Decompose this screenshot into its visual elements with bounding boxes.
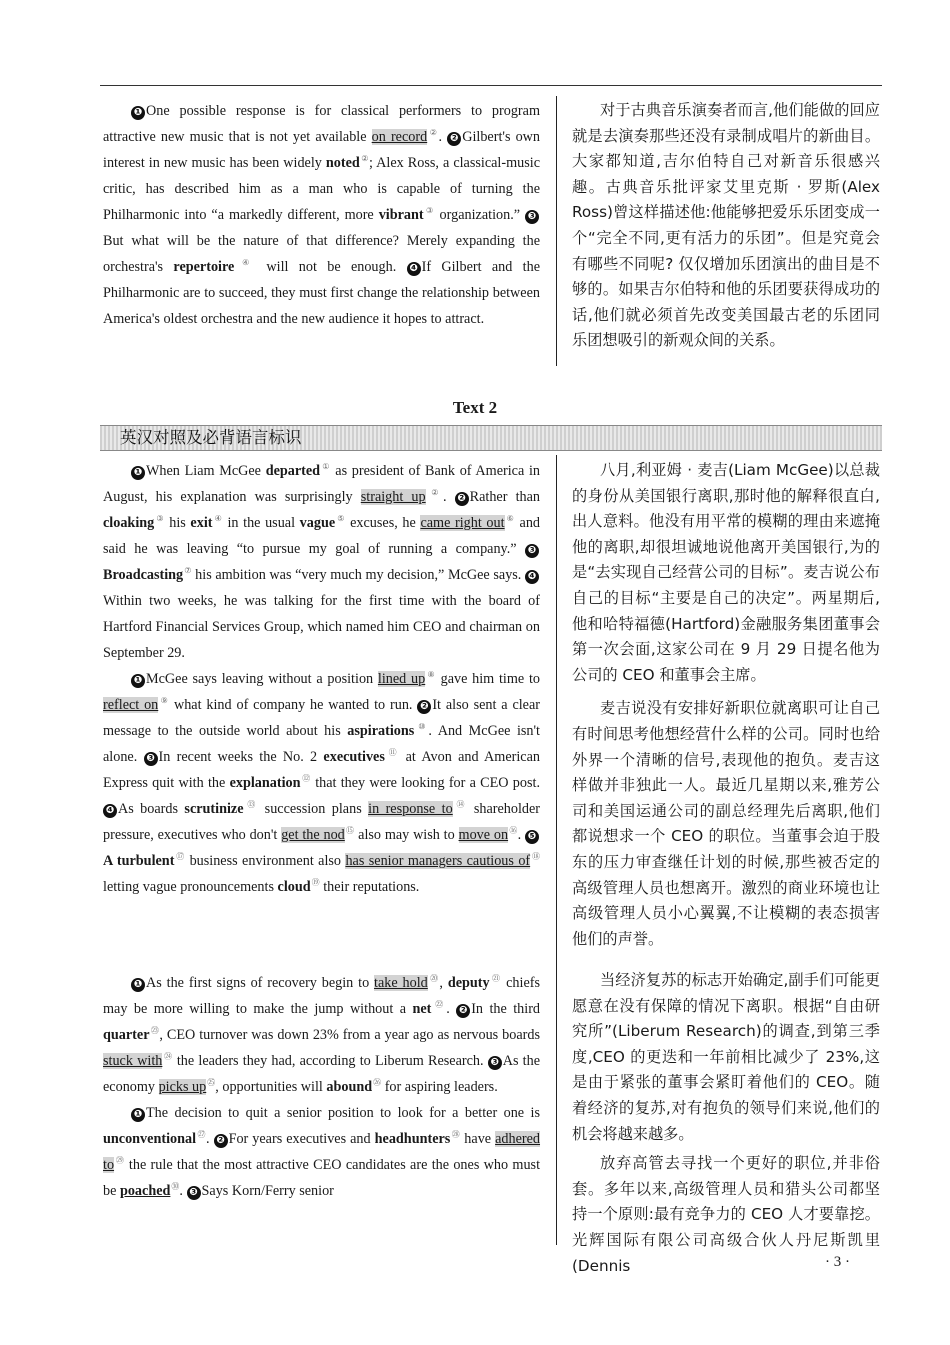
text: In recent weeks the No. 2 — [158, 749, 324, 765]
note-number: ㉖ — [373, 1078, 382, 1087]
text: the leaders they had, according to Liberum Research. — [172, 1053, 488, 1069]
sentence-marker: ❶ — [131, 466, 145, 480]
english-column-block-2 — [103, 458, 540, 900]
text: also may wish to — [354, 827, 459, 843]
text: As the first signs of recovery begin to — [146, 975, 375, 991]
highlighted-phrase: picks up — [158, 1079, 207, 1095]
highlighted-phrase: take hold — [374, 975, 428, 991]
note-number: ㉒ — [432, 1000, 447, 1009]
text: . — [517, 827, 525, 843]
section-banner — [100, 425, 882, 451]
english-paragraph — [103, 666, 540, 900]
note-number: ㉓ — [150, 1026, 160, 1035]
text: shareholder pressure, executives who don't — [103, 801, 541, 843]
highlighted-phrase: reflect on — [103, 697, 159, 713]
banner-label: 英汉对照及必背语言标识 — [120, 428, 302, 447]
text: their reputations. — [319, 879, 420, 895]
text: One possible response is for classical performers to program attractive new music that is not yet available — [103, 103, 540, 145]
sentence-marker: ❸ — [525, 210, 539, 224]
text: letting vague pronouncements — [103, 879, 278, 895]
note-number: ㉕ — [207, 1078, 216, 1087]
note-number: ⑬ — [244, 800, 259, 809]
sentence-marker: ❸ — [144, 752, 158, 766]
sentence-marker: ❹ — [525, 570, 539, 584]
text: The decision to quit a senior position to look for a better one is — [146, 1105, 540, 1121]
keyword: turbulent — [116, 853, 175, 869]
text: ; Alex Ross, a classical-music critic, has described him as a man who is capable of turning the Philharmonic into “a markedly different, more — [103, 155, 540, 223]
note-number: ③ — [424, 206, 435, 215]
note-number: ⑫ — [301, 774, 311, 783]
text: that they were looking for a CEO post. — [310, 775, 541, 791]
text: what kind of company he wanted to run. — [169, 697, 418, 713]
text: But what will be the nature of that difference? Merely expanding the orchestra's — [103, 233, 540, 275]
text: Within two weeks, he was talking for the first time with the board of Hartford Financial Services Group, which named him CEO and chairman on September 29. — [103, 593, 540, 661]
highlighted-phrase: straight up — [360, 489, 426, 505]
text: his — [164, 515, 191, 531]
keyword: exit — [190, 515, 213, 531]
note-number: ⑨ — [159, 696, 170, 705]
note-number: ㉔ — [163, 1052, 173, 1061]
text: have — [460, 1131, 496, 1147]
sentence-marker: ❸ — [488, 1056, 502, 1070]
text: , CEO turnover was down 23% from a year ago as nervous boards — [159, 1027, 540, 1043]
text: at Avon and American Express quit with the — [103, 749, 540, 791]
sentence-marker: ❸ — [525, 544, 539, 558]
text: . — [205, 1131, 214, 1147]
text: , — [439, 975, 448, 991]
text: A — [103, 853, 117, 869]
section-title: Text 2 — [452, 398, 498, 417]
keyword: headhunters — [374, 1131, 451, 1147]
english-column-block-1 — [103, 98, 540, 332]
keyword: scrutinize — [184, 801, 244, 817]
sentence-marker: ❷ — [447, 132, 461, 146]
note-number: ㉑ — [490, 974, 502, 983]
text: Says Korn/Ferry senior — [201, 1183, 334, 1199]
text: excuses, he — [345, 515, 421, 531]
note-number: ⑳ — [428, 974, 440, 983]
note-number: ㉙ — [115, 1156, 125, 1165]
keyword: cloud — [277, 879, 311, 895]
note-number: ⑱ — [531, 852, 541, 861]
text: business environment also — [185, 853, 346, 869]
sentence-marker: ❷ — [455, 492, 469, 506]
keyword: unconventional — [103, 1131, 197, 1147]
sentence-marker: ❷ — [214, 1134, 228, 1148]
text: As the economy — [103, 1053, 541, 1095]
chinese-column-block-3 — [572, 968, 880, 1279]
highlighted-phrase: has senior managers cautious of — [345, 853, 531, 869]
english-paragraph — [103, 1100, 540, 1204]
note-number: ② — [426, 488, 443, 497]
highlighted-phrase: adhered to — [103, 1131, 541, 1173]
text: , opportunities will — [215, 1079, 327, 1095]
column-divider — [556, 96, 557, 366]
chinese-paragraph: 对于古典音乐演奏者而言,他们能做的回应就是去演奏那些还没有录制成唱片的新曲目。大家都知道,吉尔伯特自己对新音乐很感兴趣。古典音乐批评家艾里克斯 · 罗斯(Alex Ross)曾这样描述他:他能够把爱乐乐团变成一个“完全不同,更有活力的乐团”。但是究竟会有哪些不同呢? 仅仅增加乐团演出的曲目是不够的。如果吉尔伯特和他的乐团要获得成功的话,他们就必须首先改变美国最古老的乐团同乐团想吸引的新观众间的关系。 — [572, 101, 880, 350]
text: In the third — [471, 1001, 541, 1017]
sentence-marker: ❺ — [525, 830, 539, 844]
note-number: ⑭ — [453, 800, 468, 809]
note-number: ㉗ — [197, 1130, 206, 1139]
text: When Liam McGee — [146, 463, 266, 479]
english-paragraph — [103, 98, 540, 332]
text: . — [438, 129, 448, 145]
note-number: ㉘ — [451, 1130, 461, 1139]
keyword: executives — [323, 749, 385, 765]
chinese-paragraph: 麦吉说没有安排好新职位就离职可让自己有时间思考他想经营什么样的公司。同时也给外界一个清晰的信号,表现他的抱负。麦吉这样做并非独此一人。最近几星期以来,雅芳公司和美国运通公司的副总经理先后离职,他们都说想求一个 CEO 的职位。当董事会迫于股东的压力审查继任计划的时候,那些被否定的高级管理人员也想离开。激烈的商业环境也让高级管理人员小心翼翼,不让模糊的表态损害他们的声誉。 — [572, 699, 880, 948]
keyword: vague — [299, 515, 336, 531]
chinese-column-block-2 — [572, 458, 880, 952]
keyword: cloaking — [103, 515, 155, 531]
highlighted-phrase: on record — [371, 129, 428, 145]
text: . — [442, 489, 455, 505]
page-number: · 3 · — [825, 1254, 850, 1270]
sentence-marker: ❷ — [417, 700, 431, 714]
keyword: repertoire — [173, 259, 235, 275]
chinese-column-block-1 — [572, 98, 880, 354]
keyword: Broadcasting — [103, 567, 184, 583]
text: succession plans — [258, 801, 369, 817]
note-number: ⑲ — [311, 878, 320, 887]
english-paragraph — [103, 970, 540, 1100]
note-number: ⑥ — [505, 514, 515, 523]
sentence-marker: ❸ — [187, 1186, 201, 1200]
text: organization.” — [434, 207, 526, 223]
keyword: vibrant — [378, 207, 424, 223]
text: as president of Bank of America in August, his explanation was surprisingly — [103, 463, 541, 505]
sentence-marker: ❹ — [407, 262, 421, 276]
note-number: ⑩ — [415, 722, 429, 731]
text: his ambition was “very much my decision,” McGee says. — [191, 567, 525, 583]
text: in the usual — [222, 515, 300, 531]
sentence-marker: ❶ — [131, 978, 145, 992]
sentence-marker: ❶ — [131, 674, 145, 688]
text: chiefs may be more willing to make the jump without a — [103, 975, 541, 1017]
highlighted-phrase: lined up — [377, 671, 426, 687]
highlighted-phrase: came right out — [420, 515, 505, 531]
note-number: ⑦ — [184, 566, 192, 575]
sentence-marker: ❹ — [103, 804, 117, 818]
note-number: ① — [321, 462, 331, 471]
keyword: net — [412, 1001, 432, 1017]
highlighted-phrase: stuck with — [103, 1053, 163, 1069]
text: gave him time to — [435, 671, 541, 687]
text: If Gilbert and the Philharmonic are to succeed, they must first change the relationship between America's oldest orchestra and the new audience it hopes to attract. — [103, 259, 541, 327]
sentence-marker: ❷ — [456, 1004, 470, 1018]
text: Rather than — [469, 489, 540, 505]
column-divider — [556, 455, 557, 1245]
note-number: ⑮ — [345, 826, 355, 835]
note-number: ⑪ — [385, 748, 400, 757]
note-number: ⑧ — [426, 670, 436, 679]
keyword: abound — [326, 1079, 373, 1095]
note-number: ⑯ — [509, 826, 518, 835]
note-number: ⑤ — [336, 514, 346, 523]
text: . — [446, 1001, 457, 1017]
sentence-marker: ❶ — [131, 1108, 145, 1122]
keyword: poached — [119, 1183, 171, 1199]
text: Gilbert's own interest in new music has been widely — [103, 129, 541, 171]
note-number: ㉚ — [171, 1182, 180, 1191]
text: the rule that the most attractive CEO candidates are the ones who must be — [103, 1157, 541, 1199]
keyword: aspirations — [347, 723, 415, 739]
text: will not be enough. — [256, 259, 407, 275]
note-number: ② — [360, 154, 369, 163]
keyword: deputy — [447, 975, 490, 991]
note-number: ④ — [235, 258, 257, 267]
chinese-paragraph: 放弃高管去寻找一个更好的职位,并非俗套。多年以来,高级管理人员和猎头公司都坚持一个原则:最有竞争力的 CEO 人才要靠挖。光辉国际有限公司高级合伙人丹尼斯凯里(Dennis — [572, 1154, 880, 1275]
note-number: ② — [428, 128, 439, 137]
text: . And McGee isn't alone. — [103, 723, 540, 765]
keyword: explanation — [229, 775, 301, 791]
keyword: noted — [325, 155, 360, 171]
text: . — [179, 1183, 187, 1199]
highlighted-phrase: get the nod — [281, 827, 345, 843]
highlighted-phrase: move on — [458, 827, 509, 843]
text: McGee says leaving without a position — [146, 671, 378, 687]
note-number: ④ — [213, 514, 223, 523]
text: and said he was leaving “to pursue my goal of running a company.” — [103, 515, 541, 557]
keyword: departed — [265, 463, 321, 479]
highlighted-phrase: in response to — [368, 801, 453, 817]
note-number: ③ — [155, 514, 165, 523]
top-rule — [100, 85, 882, 86]
note-number: ⑰ — [175, 852, 186, 861]
english-column-block-3 — [103, 970, 540, 1204]
keyword: quarter — [103, 1027, 150, 1043]
chinese-paragraph: 当经济复苏的标志开始确定,副手们可能更愿意在没有保障的情况下离职。根据“自由研究所”(Liberum Research)的调查,到第三季度,CEO 的更迭和一年前相比减少了 23%,这是由于紧张的董事会紧盯着他们的 CEO。随着经济的复苏,对有抱负的领导们来说,他们的机会将越来越多。 — [572, 971, 880, 1143]
english-paragraph — [103, 458, 540, 666]
text: For years executives and — [228, 1131, 375, 1147]
text: for aspiring leaders. — [381, 1079, 498, 1095]
sentence-marker: ❶ — [131, 106, 145, 120]
text: As boards — [118, 801, 185, 817]
chinese-paragraph: 八月,利亚姆 · 麦吉(Liam McGee)以总裁的身份从美国银行离职,那时他的解释很直白,出人意料。他没有用平常的模糊的理由来遮掩他的离职,却很坦诚地说他离开美国银行,为的是“去实现自己经营公司的目标”。麦吉说公布自己的目标“主要是自己的决定”。两星期后,他和哈特福德(Hartford)金融服务集团董事会第一次会面,这家公司在 9 月 29 日提名他为公司的 CEO 和董事会主席。 — [572, 461, 880, 684]
text: It also sent a clear message to the outside world about his — [103, 697, 541, 739]
